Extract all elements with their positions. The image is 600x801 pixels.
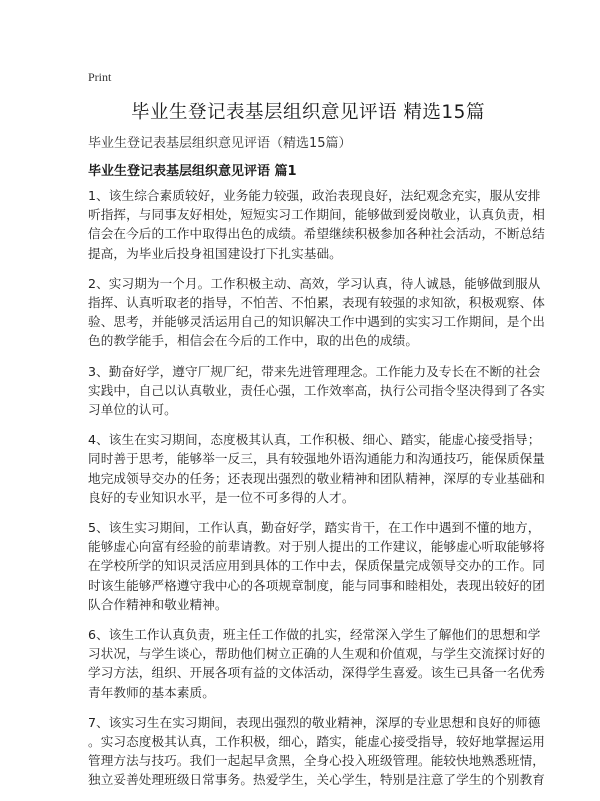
paragraph-line: 习状况，与学生谈心，帮助他们树立正确的人生观和价值观，与学生交流探讨好的	[88, 646, 545, 662]
document-subtitle: 毕业生登记表基层组织意见评语（精选15篇）	[88, 136, 352, 151]
paragraph-line: 习单位的认可。	[88, 402, 177, 418]
paragraph-line: 队合作精神和敬业精神。	[88, 596, 228, 612]
paragraph-line: 能够虚心向富有经验的前辈请教。对于别人提出的工作建议，能够虚心听取能够将	[88, 539, 545, 555]
paragraph-line: 听指挥，与同事友好相处，短短实习工作期间，能够做到爱岗敬业，认真负责，相	[88, 207, 545, 223]
paragraph-line: 5、该生实习期间，工作认真，勤奋好学，踏实肯干，在工作中遇到不懂的地方，	[88, 520, 541, 536]
paragraph-line: 1、该生综合素质较好，业务能力较强，政治表现良好，法纪观念充实，服从安排	[88, 188, 541, 203]
paragraph-line: 独立妥善处理班级日常事务。热爱学生，关心学生，特别是注意了学生的个别教育	[88, 772, 545, 788]
paragraph-line: 2、实习期为一个月。工作积极主动、高效，学习认真，待人诚恳，能够做到服从	[88, 275, 541, 291]
paragraph-line: 4、该生在实习期间，态度极其认真，工作积极、细心、踏实，能虚心接受指导；	[88, 432, 541, 448]
paragraph-7	[88, 713, 545, 790]
paragraph-line: 青年教师的基本素质。	[88, 684, 215, 700]
paragraph-line: 时该生能够严格遵守我中心的各项规章制度，能与同事和睦相处，表现出较好的团	[88, 577, 545, 593]
paragraph-line: 色的教学能手，相信会在今后的工作中，取的出色的成绩。	[88, 333, 419, 349]
paragraph-line: 7、该实习生在实习期间，表现出强烈的敬业精神，深厚的专业思想和良好的师德	[88, 714, 541, 730]
paragraph-6	[88, 625, 545, 702]
paragraph-line: 。实习态度极其认真，工作积极，细心，踏实，能虚心接受指导，较好地掌握运用	[88, 734, 545, 750]
paragraph-2	[88, 274, 545, 351]
paragraph-line: 良好的专业知识水平，是一位不可多得的人才。	[88, 489, 355, 505]
page-title: 毕业生登记表基层组织意见评语 精选15篇	[131, 102, 485, 123]
paragraph-line: 学习方法，组织、开展各项有益的文体活动，深得学生喜爱。该生已具备一名优秀	[88, 665, 545, 681]
paragraph-line: 验、思考，并能够灵活运用自己的知识解决工作中遇到的实实习工作期间，是个出	[88, 314, 545, 330]
paragraph-line: 管理方法与技巧。我们一起起早贪黑，全身心投入班级管理。能较快地熟悉班情，	[88, 753, 545, 769]
paragraph-line: 同时善于思考，能够举一反三，具有较强地外语沟通能力和沟通技巧，能保质保量	[88, 451, 545, 467]
paragraph-line: 6、该生工作认真负责，班主任工作做的扎实，经常深入学生了解他们的思想和学	[88, 627, 541, 643]
paragraph-3	[88, 362, 545, 420]
paragraph-line: 信会在今后的工作中取得出色的成绩。希望继续积极参加各种社会活动，不断总结	[88, 226, 545, 242]
print-label[interactable]: Print	[88, 70, 112, 84]
paragraph-line: 地完成领导交办的任务；还表现出强烈的敬业精神和团队精神，深厚的专业基础和	[88, 470, 545, 486]
paragraph-line: 3、勤奋好学，遵守厂规厂纪，带来先进管理理念。工作能力及专长在不断的社会	[88, 363, 541, 379]
paragraph-line: 指挥、认真听取老的指导，不怕苦、不怕累，表现有较强的求知欲，积极观察、体	[88, 295, 545, 311]
paragraph-4	[88, 430, 545, 507]
paragraph-line: 实践中，自己以认真敬业，责任心强，工作效率高，执行公司指令坚决得到了各实	[88, 382, 545, 398]
paragraph-5	[88, 518, 545, 614]
document-body	[88, 186, 545, 801]
paragraph-line: 提高，为毕业后投身祖国建设打下扎实基础。	[88, 245, 342, 261]
paragraph-line: 在学校所学的知识灵活应用到具体的工作中去，保质保量完成领导交办的工作。同	[88, 558, 545, 574]
paragraph-1	[88, 186, 545, 263]
section-heading: 毕业生登记表基层组织意见评语 篇1	[88, 164, 297, 179]
